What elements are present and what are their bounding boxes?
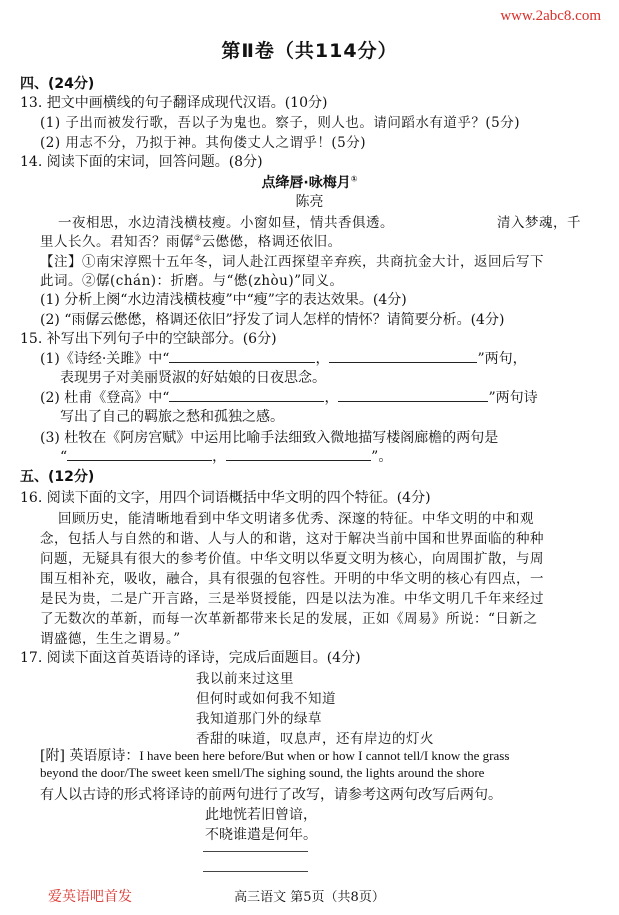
q15-sub3-comma: ， xyxy=(212,449,227,465)
q15-stem: 15. 补写出下列句子中的空缺部分。(6分) xyxy=(20,331,277,347)
poem-line-1b: 清入梦魂，千 xyxy=(497,215,581,231)
q14-stem: 14. 阅读下面的宋词，回答问题。(8分) xyxy=(20,154,263,170)
q15-sub3: (3) 杜牧在《阿房宫赋》中运用比喻手法细致入微地描写楼阁廊檐的两句是 xyxy=(40,430,499,446)
q14-sub2: (2) “雨僝云僽僽，格调还依旧”抒发了词人怎样的情怀？请简要分析。(4分) xyxy=(40,312,505,328)
answer-blank[interactable] xyxy=(169,350,315,363)
q13-sub1: (1) 子出而被发行歌，吾以子为鬼也。察子，则人也。请问蹈水有道乎？(5分) xyxy=(40,115,521,131)
q13-sub2: (2) 用志不分，乃拟于神。其佝偻丈人之谓乎！(5分) xyxy=(40,135,367,151)
q14-sub1: (1) 分析上阕“水边清浅横枝瘦”中“瘦”字的表达效果。(4分) xyxy=(40,292,407,308)
q15-sub1-desc: 表现男子对美丽贤淑的好姑娘的日夜思念。 xyxy=(60,370,326,386)
poem-note-line-1: 【注】①南宋淳熙十五年冬，词人赴江西探望辛弃疾，共商抗金大计，返回后写下 xyxy=(40,254,544,270)
english-original-label: [附] 英语原诗： xyxy=(40,748,140,764)
poem-title-text: 点绛唇·咏梅月 xyxy=(261,175,351,191)
q16-passage-line: 围互相补充，吸收，融合，具有很强的包容性。开明的中华文明的核心有四点，一 xyxy=(40,571,544,587)
poem-author: 陈亮 xyxy=(295,194,324,210)
site-watermark: www.2abc8.com xyxy=(500,8,601,24)
answer-blank[interactable] xyxy=(67,448,212,461)
answer-blank[interactable] xyxy=(226,448,371,461)
answer-blank[interactable] xyxy=(338,389,488,402)
poem-translation-line: 我知道那门外的绿草 xyxy=(196,711,322,727)
poem-line-2-text: 里人长久。君知否？雨僝 xyxy=(40,234,194,250)
poem-title-note: ① xyxy=(350,174,358,184)
page-number: 高三语文 第5页（共8页） xyxy=(234,890,385,905)
q15-sub3-open: “ xyxy=(60,449,68,465)
q16-passage-line: 是民为贵，二是广开言路，三是举贤授能，四是以法为准。中华文明几千年来经过 xyxy=(40,591,544,607)
poem-line-1a: 一夜相思，水边清浅横枝瘦。小窗如昼，情共香俱透。 xyxy=(58,215,394,231)
poem-translation-line: 香甜的味道，叹息声，还有岸边的灯火 xyxy=(196,731,434,747)
q15-sub2-suffix: ”两句诗 xyxy=(488,390,538,406)
poem-translation-line: 但何时或如何我不知道 xyxy=(196,691,336,707)
english-original-line-2: beyond the door/The sweet keen smell/The sighing sound, the lights around the shore xyxy=(40,765,485,780)
q17-task: 有人以古诗的形式将译诗的前两句进行了改写，请参考这两句改写后两句。 xyxy=(40,787,502,803)
answer-line[interactable] xyxy=(203,871,308,872)
q15-sub1 xyxy=(40,348,527,368)
poem-line-2 xyxy=(40,230,342,250)
q16-passage-line: 念，包括人与自然的和谐、人与人的和谐，这对于解决当前中国和世界面临的种种 xyxy=(40,531,544,547)
q15-sub3-close: ”。 xyxy=(371,449,393,465)
q16-passage-line: 回顾历史，能清晰地看到中华文明诸多优秀、深邃的特征。中华文明的中和观 xyxy=(58,511,534,527)
q15-sub3-line xyxy=(60,446,392,466)
poem-translation-line: 我以前来过这里 xyxy=(196,671,294,687)
q16-passage-line: 谓盛德，生生之谓易。” xyxy=(40,631,181,647)
q15-sub1-comma: ， xyxy=(315,351,330,367)
section-4-heading: 四、(24分) xyxy=(20,76,95,92)
english-original-text: I have been here before/But when or how I cannot tell/I know the grass xyxy=(139,748,510,763)
classical-rewrite-line: 此地恍若旧曾谙， xyxy=(205,807,317,823)
q17-stem: 17. 阅读下面这首英语诗的译诗，完成后面题目。(4分) xyxy=(20,650,361,666)
poem-line-2-text-b: 云僽僽，格调还依旧。 xyxy=(201,234,342,250)
classical-rewrite-line: 不晓谁遣是何年。 xyxy=(205,827,317,843)
poem-title xyxy=(0,172,619,192)
q15-sub2-comma: ， xyxy=(324,390,339,406)
answer-line[interactable] xyxy=(203,851,308,852)
q15-sub1-suffix: ”两句， xyxy=(477,351,527,367)
section-5-heading: 五、(12分) xyxy=(20,469,95,485)
q16-passage-line: 了无数次的革新，而每一次革新都带来长足的发展，正如《周易》所说：“日新之 xyxy=(40,611,538,627)
q16-passage-line: 问题，无疑具有很大的参考价值。中华文明以华夏文明为核心，向周围扩散，与周 xyxy=(40,551,544,567)
answer-blank[interactable] xyxy=(329,350,477,363)
q15-sub2-prefix: (2) 杜甫《登高》中“ xyxy=(40,390,170,406)
answer-blank[interactable] xyxy=(169,389,324,402)
q16-stem: 16. 阅读下面的文字，用四个词语概括中华文明的四个特征。(4分) xyxy=(20,490,431,506)
page-title: 第Ⅱ卷（共114分） xyxy=(221,40,398,62)
english-original-line-1 xyxy=(40,745,509,765)
q13-stem: 13. 把文中画横线的句子翻译成现代汉语。(10分) xyxy=(20,95,328,111)
poem-note-line-2: 此词。②僝(chán)：折磨。与“僽(zhòu)”同义。 xyxy=(40,273,344,289)
q15-sub2-desc: 写出了自己的羁旅之愁和孤独之感。 xyxy=(60,409,284,425)
q15-sub2 xyxy=(40,387,538,407)
q15-sub1-prefix: (1)《诗经·关雎》中“ xyxy=(40,351,170,367)
poem-line-2-note: ② xyxy=(194,233,202,243)
footer-source-label: 爱英语吧首发 xyxy=(48,889,132,905)
